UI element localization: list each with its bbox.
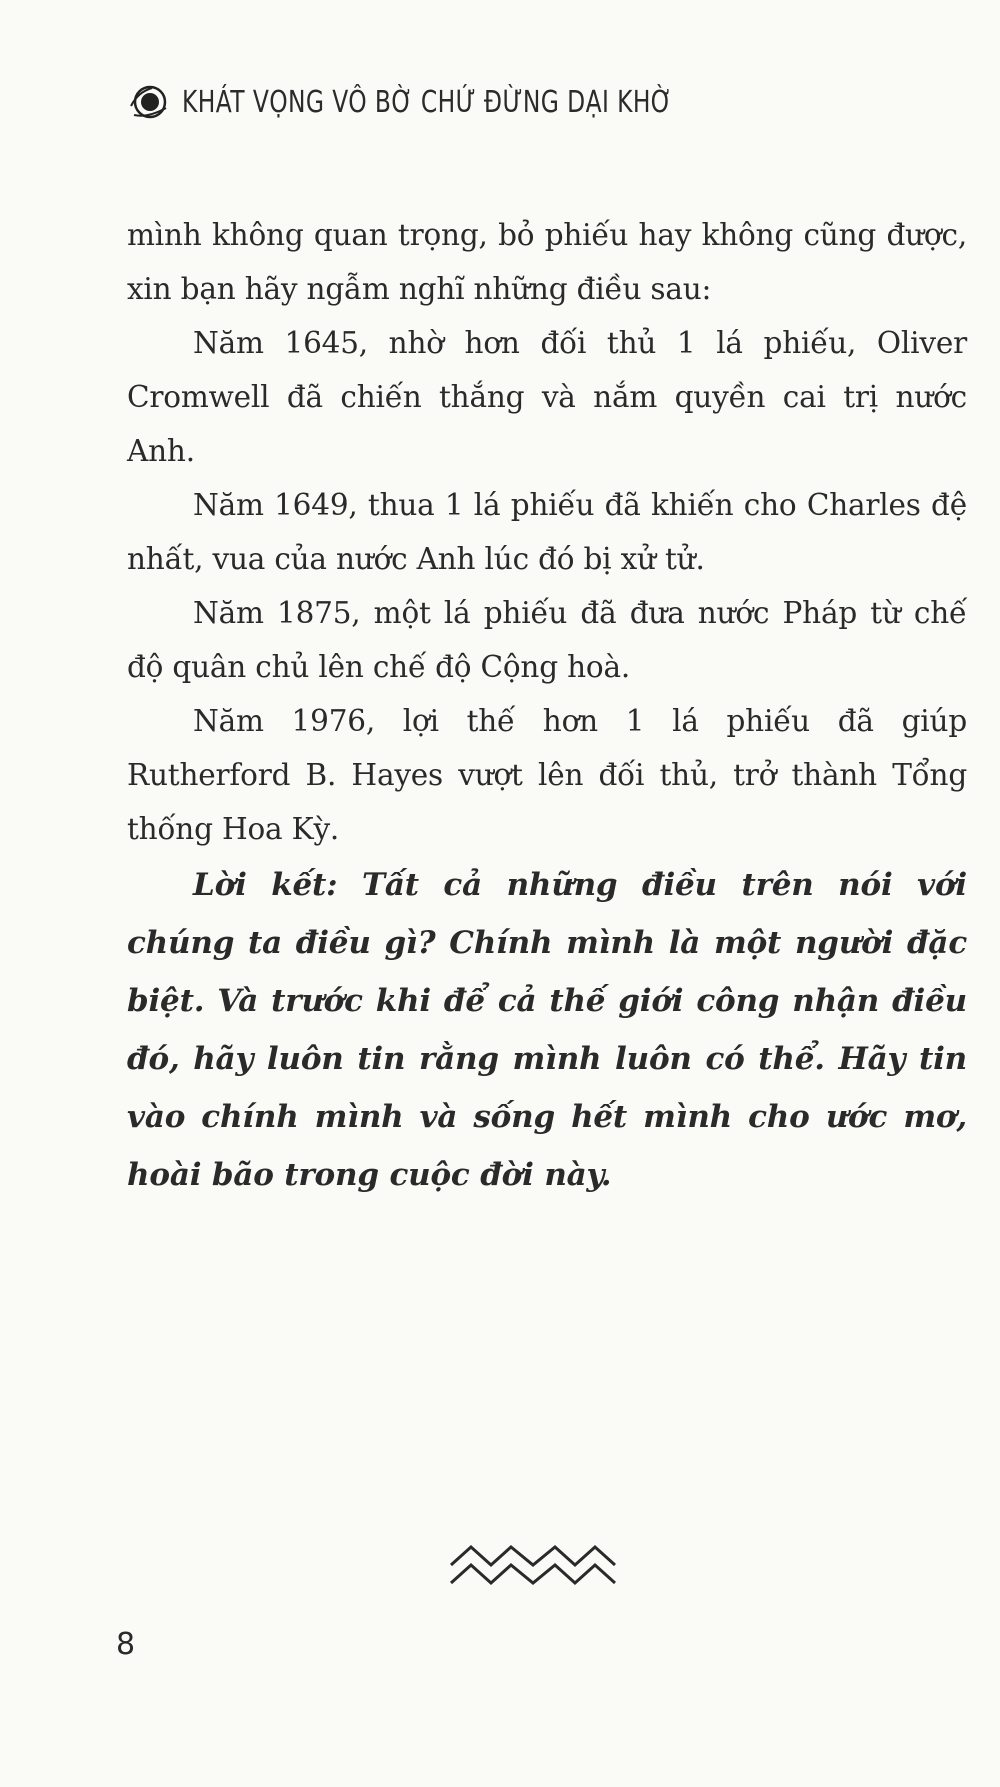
paragraph-1645: Năm 1645, nhờ hơn đối thủ 1 lá phiếu, Oliver Cromwell đã chiến thắng và nắm quyền cai trị nước Anh. [127,326,967,468]
eye-icon [128,82,172,122]
paragraph-1976: Năm 1976, lợi thế hơn 1 lá phiếu đã giúp Rutherford B. Hayes vượt lên đối thủ, trở thành Tổng thống Hoa Kỳ. [127,704,967,846]
running-header [128,82,811,122]
running-header-title: KHÁT VỌNG VÔ BỜ CHỨ ĐỪNG DẠI KHỜ [182,84,673,120]
body-text [127,208,967,1204]
paragraph-1875: Năm 1875, một lá phiếu đã đưa nước Pháp từ chế độ quân chủ lên chế độ Cộng hoà. [127,596,967,684]
zigzag-ornament-icon [449,1535,617,1595]
page-number: 8 [116,1627,136,1662]
paragraph-continuation: mình không quan trọng, bỏ phiếu hay không cũng được, xin bạn hãy ngẫm nghĩ những điều sau: [127,218,967,306]
conclusion-paragraph: Lời kết: Tất cả những điều trên nói với chúng ta điều gì? Chính mình là một người đặc biệt. Và trước khi để cả thế giới công nhận điều đó, hãy luôn tin rằng mình luôn có thể. Hãy tin vào chính mình và sống hết mình cho ước mơ, hoài bão trong cuộc đời này. [127,867,967,1193]
paragraph-1649: Năm 1649, thua 1 lá phiếu đã khiến cho Charles đệ nhất, vua của nước Anh lúc đó bị xử tử. [127,488,967,576]
